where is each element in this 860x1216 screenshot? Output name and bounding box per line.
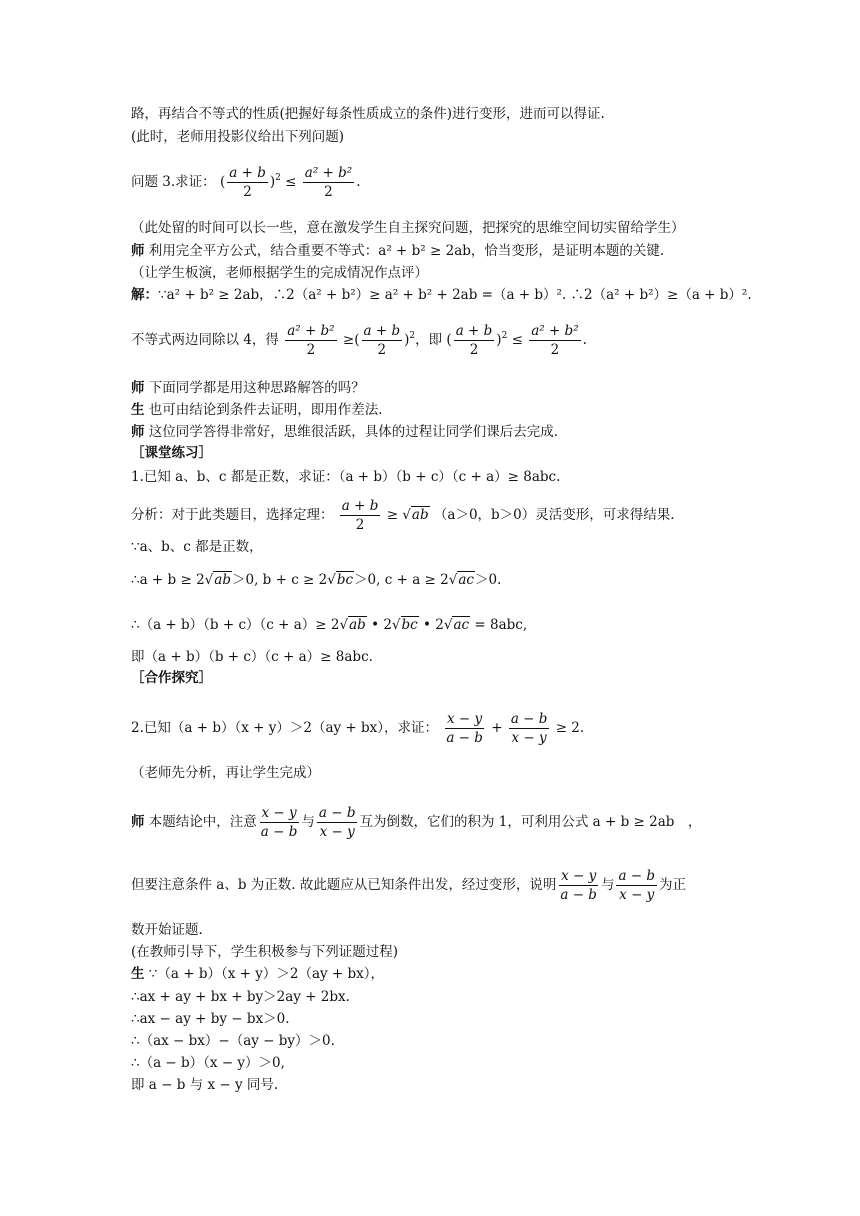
fraction: $\frac{a + b}{2}$: [229, 165, 266, 200]
text-line: （让学生板演，老师根据学生的完成情况作点评）: [131, 265, 428, 281]
text-line: ∵a、b、c 都是正数，: [131, 539, 263, 555]
division-line: 不等式两边同除以 4，得 $\frac{\text{a² + b²}}{2}$ ≥( $\frac{a + b}{2}$ )$^2$，即 ( $\frac{a + b}{2}$ )$^2$ ≤ $\frac{\text{a² + b²}}{2}$ .: [131, 323, 587, 358]
section-heading: ［合作探究］: [131, 670, 212, 686]
fraction: $\frac{\text{a² + b²}}{2}$: [304, 165, 353, 200]
derivation-line: ∴ax + ay + bx + by＞2ay + 2bx.: [131, 989, 350, 1005]
text-line: 数开始证题.: [131, 922, 203, 938]
text-line: （此处留的时间可以长一些，意在激发学生自主探究问题，把探究的思维空间切实留给学生）: [131, 220, 685, 236]
text-line: 但要注意条件 a、b 为正数. 故此题应从已知条件出发，经过变形，说明 $\frac{x - y}{a - b}$ 与 $\frac{a - b}{x - y}$ 为正: [131, 868, 687, 903]
teacher-line: 师 下面同学都是用这种思路解答的吗？: [131, 380, 365, 396]
derivation-line: ∴ax − ay + by − bx＞0.: [131, 1011, 290, 1027]
derivation-line: ∴（a − b）（x − y）＞0,: [131, 1055, 285, 1071]
problem-label: 问题 3.求证：: [131, 174, 216, 190]
teacher-line: 师 利用完全平方公式，结合重要不等式：a² + b² ≥ 2ab，恰当变形，是证明本题的关键.: [131, 243, 665, 259]
derivation-line: 即 a − b 与 x − y 同号.: [131, 1077, 279, 1093]
text-line: 路，再结合不等式的性质(把握好每条性质成立的条件)进行变形，进而可以得证.: [131, 106, 605, 122]
text-line: (在教师引导下，学生积极参与下列证题过程): [131, 944, 399, 960]
math-line: ∴（a + b）（b + c）（c + a）≥ 2√ab • 2√bc • 2√ac = 8abc,: [131, 617, 528, 633]
exercise-1: 1.已知 a、b、c 都是正数，求证：（a + b）（b + c）（c + a）≥ 8abc.: [131, 469, 561, 485]
math-line: 即（a + b）（b + c）（c + a）≥ 8abc.: [131, 649, 373, 665]
solution-line: 解：∵a² + b² ≥ 2ab，∴2（a² + b²）≥ a² + b² + 2ab =（a + b）². ∴2（a² + b²）≥（a + b）².: [131, 287, 752, 303]
text-line: (此时，老师用投影仪给出下列问题): [131, 129, 345, 145]
student-line: 生 也可由结论到条件去证明，即用作差法.: [131, 402, 383, 418]
exercise-2: 2.已知（a + b）（x + y）＞2（ay + bx），求证： $\frac{x - y}{a - b}$ + $\frac{a - b}{x - y}$ ≥ 2.: [131, 711, 585, 746]
math-line: ∴a + b ≥ 2√ab＞0, b + c ≥ 2√bc＞0, c + a ≥ 2√ac＞0.: [131, 572, 502, 588]
derivation-line: ∴（ax − bx）−（ay − by）＞0.: [131, 1033, 335, 1049]
problem-3: 问题 3.求证： ( $\frac{a + b}{2}$ )$^2$ ≤ $\frac{\text{a² + b²}}{2}$ .: [131, 165, 361, 200]
section-heading: ［课堂练习］: [131, 445, 212, 461]
teacher-line: 师 本题结论中，注意 $\frac{x - y}{a - b}$ 与 $\frac{a - b}{x - y}$ 互为倒数，它们的积为 1，可利用公式 a + b ≥ 2ab ，: [131, 805, 702, 840]
teacher-line: 师 这位同学答得非常好，思维很活跃，具体的过程让同学们课后去完成.: [131, 424, 559, 440]
analysis-line: 分析：对于此类题目，选择定理： $\frac{a + b}{2}$ ≥ √ab （a＞0，b＞0）灵活变形，可求得结果.: [131, 498, 675, 533]
student-line: 生 ∵（a + b）（x + y）＞2（ay + bx），: [131, 966, 385, 982]
text-line: （老师先分析，再让学生完成）: [131, 765, 320, 781]
